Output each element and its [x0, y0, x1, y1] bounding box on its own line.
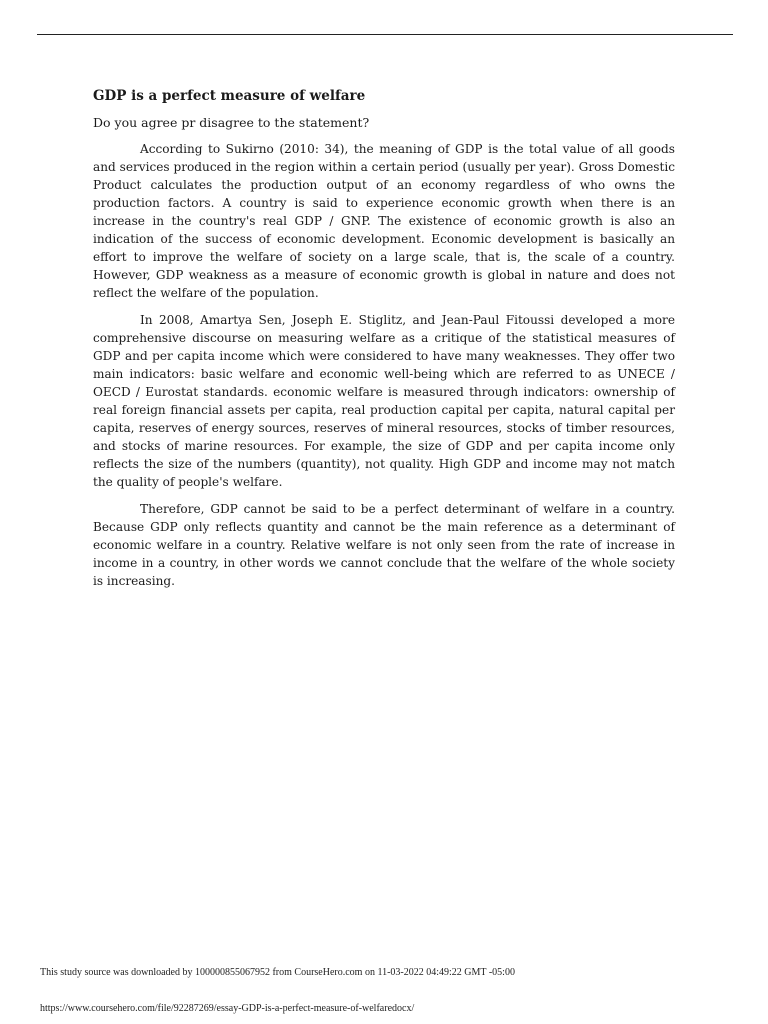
- source-url[interactable]: https://www.coursehero.com/file/92287269/essay-GDP-is-a-perfect-measure-of-welfaredocx/: [40, 1003, 415, 1014]
- header-rule: [37, 34, 733, 35]
- paragraph-3: Therefore, GDP cannot be said to be a perfect determinant of welfare in a country. Because GDP only reflects quantity and cannot be the main reference as a determinant of economic welfare in a country. Relative welfare is not only seen from the rate of increase in income in a country, in other words we cannot conclude that the welfare of the whole society is increasing.: [93, 502, 675, 588]
- document-title: GDP is a perfect measure of welfare: [93, 88, 366, 104]
- paragraph-2: In 2008, Amartya Sen, Joseph E. Stiglitz, and Jean-Paul Fitoussi developed a more comprehensive discourse on measuring welfare as a critique of the statistical measures of GDP and per capita income which were considered to have many weaknesses. They offer two main indicators: basic welfare and economic well-being which are referred to as UNECE / OECD / Eurostat standards. economic welfare is measured through indicators: ownership of real foreign financial assets per capita, real production capital per capita, natural capital per capita, reserves of energy sources, reserves of mineral resources, stocks of timber resources, and stocks of marine resources. For example, the size of GDP and per capita income only reflects the size of the numbers (quantity), not quality. High GDP and income may not match the quality of people's welfare.: [93, 313, 675, 489]
- document-body: [93, 86, 675, 599]
- download-notice: This study source was downloaded by 100000855067952 from CourseHero.com on 11-03-2022 04:49:22 GMT -05:00: [40, 967, 515, 978]
- paragraph-1: According to Sukirno (2010: 34), the meaning of GDP is the total value of all goods and services produced in the region within a certain period (usually per year). Gross Domestic Product calculates the production output of an economy regardless of who owns the production factors. A country is said to experience economic growth when there is an increase in the country's real GDP / GNP. The existence of economic growth is also an indication of the success of economic development. Economic development is basically an effort to improve the welfare of society on a large scale, that is, the scale of a country. However, GDP weakness as a measure of economic growth is global in nature and does not reflect the welfare of the population.: [93, 142, 675, 300]
- essay-question: Do you agree pr disagree to the statement?: [93, 115, 370, 130]
